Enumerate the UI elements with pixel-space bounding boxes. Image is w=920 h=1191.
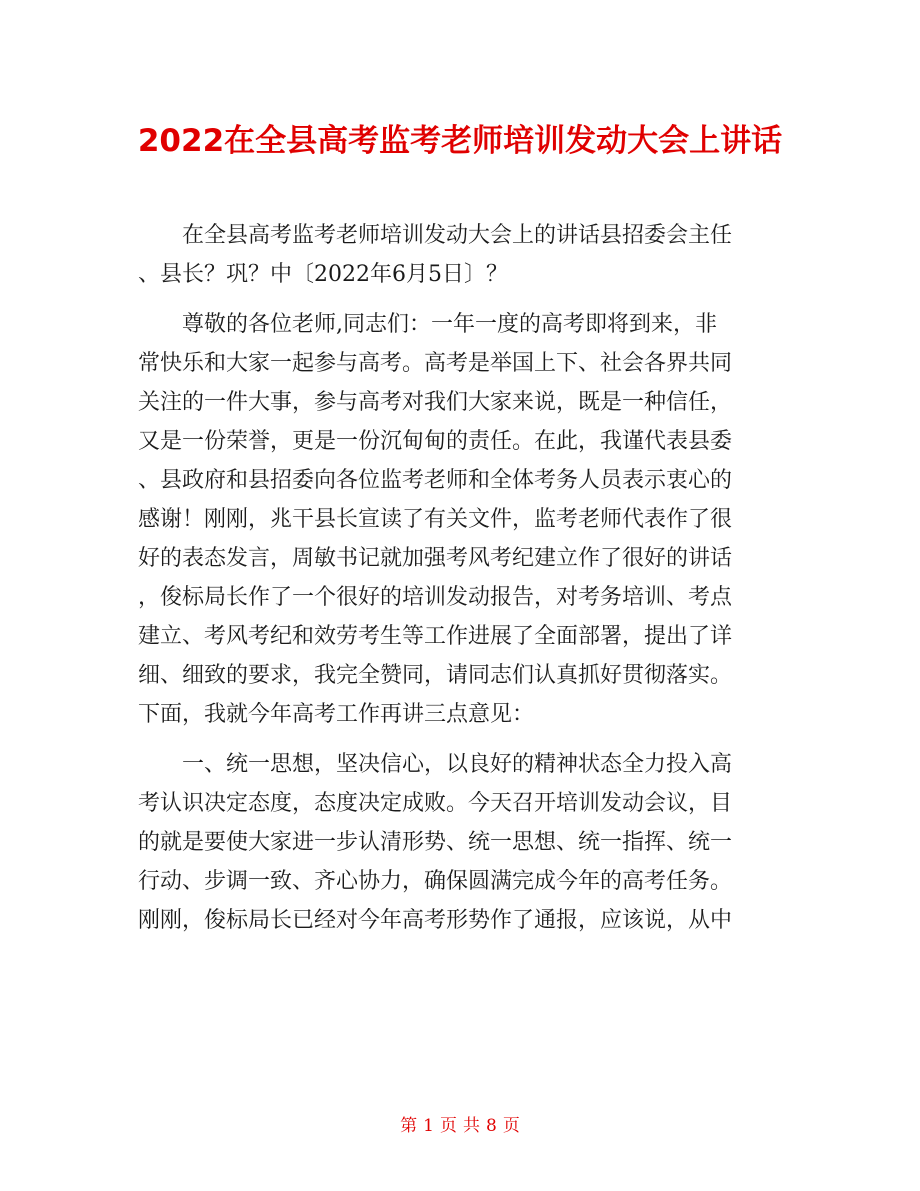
- page-footer: [0, 1114, 920, 1138]
- paragraph-line: 常快乐和大家一起参与高考。高考是举国上下、社会各界共同: [138, 351, 733, 376]
- paragraph-line: 在全县高考监考老师培训发动大会上的讲话县招委会主任: [182, 223, 733, 248]
- paragraph-line: 下面，我就今年高考工作再讲三点意见：: [138, 702, 535, 727]
- paragraph-line: ，俊标局长作了一个很好的培训发动报告，对考务培训、考点: [138, 585, 733, 610]
- paragraph-line: 考认识决定态度，态度决定成败。今天召开培训发动会议，目: [138, 791, 733, 816]
- paragraph-line: 、县长？巩？中〔2022年6月5日〕？: [138, 262, 508, 287]
- total-page-number: 8: [486, 1116, 497, 1136]
- paragraph-line: 感谢！刚刚，兆干县长宣读了有关文件，监考老师代表作了很: [138, 507, 733, 532]
- paragraph-line: 又是一份荣誉，更是一份沉甸甸的责任。在此，我谨代表县委: [138, 429, 733, 454]
- footer-prefix: 第: [400, 1116, 418, 1136]
- paragraph-line: 、县政府和县招委向各位监考老师和全体考务人员表示衷心的: [138, 468, 733, 493]
- paragraph-line: 好的表态发言，周敏书记就加强考风考纪建立作了很好的讲话: [138, 546, 733, 571]
- paragraph-line: 尊敬的各位老师,同志们：一年一度的高考即将到来，非: [182, 312, 717, 337]
- footer-page-word: 页: [440, 1116, 457, 1136]
- footer-total-word: 共: [463, 1116, 480, 1136]
- paragraph-line: 刚刚，俊标局长已经对今年高考形势作了通报，应该说，从中: [138, 908, 733, 933]
- paragraph-line: 行动、步调一致、齐心协力，确保圆满完成今年的高考任务。: [138, 869, 733, 894]
- document-title: 2022在全县高考监考老师培训发动大会上讲话: [137, 123, 783, 159]
- paragraph-3: [138, 745, 788, 940]
- paragraph-line: 的就是要使大家进一步认清形势、统一思想、统一指挥、统一: [138, 830, 733, 855]
- paragraph-line: 建立、考风考纪和效劳考生等工作进展了全面部署，提出了详: [138, 624, 733, 649]
- paragraph-line: 一、统一思想，坚决信心，以良好的精神状态全力投入高: [182, 752, 733, 777]
- paragraph-line: 细、细致的要求，我完全赞同，请同志们认真抓好贯彻落实。: [138, 663, 733, 688]
- footer-suffix: 页: [502, 1116, 520, 1136]
- paragraph-1: [138, 216, 788, 294]
- paragraph-2: [138, 305, 788, 734]
- document-body: [138, 216, 788, 940]
- paragraph-line: 关注的一件大事，参与高考对我们大家来说，既是一种信任，: [138, 390, 733, 415]
- current-page-number: 1: [423, 1116, 434, 1136]
